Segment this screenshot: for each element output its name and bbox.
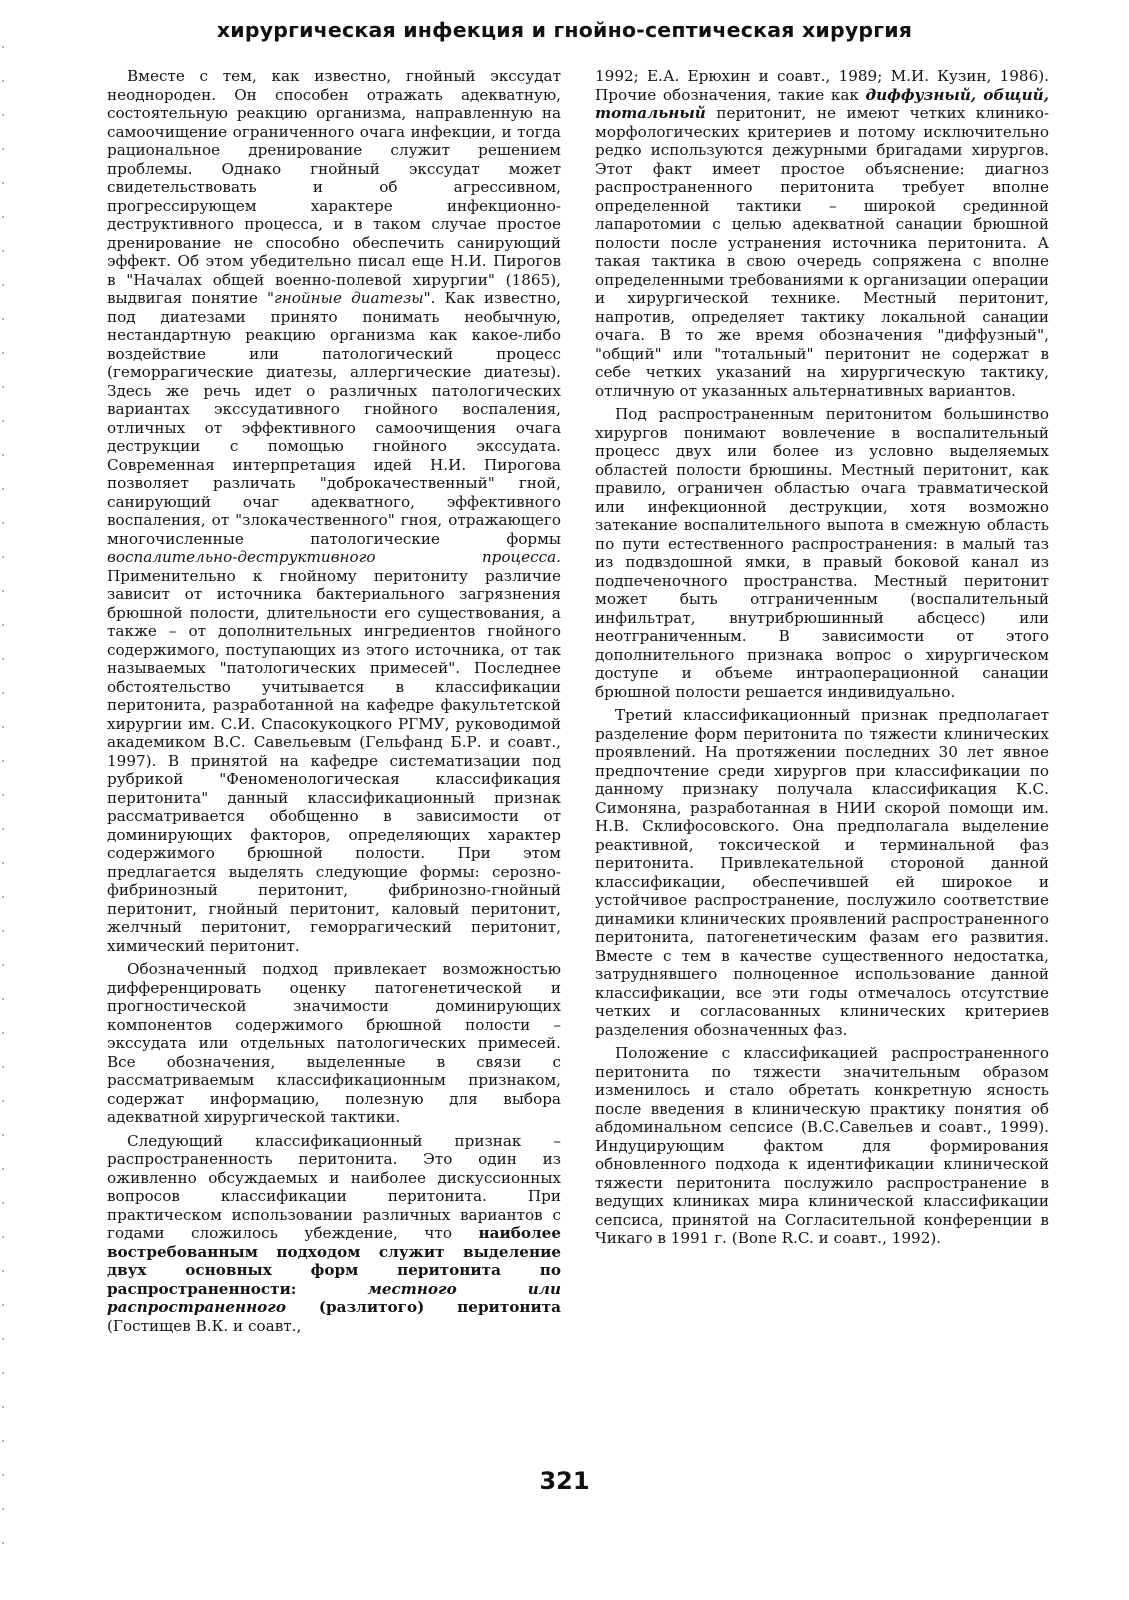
text-columns xyxy=(107,67,1049,1467)
bold-emphasis: (разлитого) перитонита xyxy=(285,1298,561,1316)
paragraph: Третий классификационный признак предполагает разделение форм перитонита по тяжести клинических проявлений. На протяжении последних 30 лет явное предпочтение среди хирургов при классификации по данному признаку получала классификация К.С. Симоняна, разработанная в НИИ скорой помощи им. Н.В. Склифосовского. Она предполагала выделение реактивной, токсической и терминальной фаз перитонита. Привлекательной стороной данной классификации, обеспечившей ей широкое и устойчивое распространение, послужило соответствие динамики клинических проявлений распространенного перитонита, патогенетическим фазам его развития. Вместе с тем в качестве существенного недостатка, затруднявшего полноценное использование данной классификации, все эти годы отмечалось отсутствие четких и согласованных клинических критериев разделения обозначенных фаз. xyxy=(595,706,1049,1039)
italic-term: воспалительно-деструктивного процесса. xyxy=(107,548,561,566)
running-header: хирургическая инфекция и гнойно-септическая хирургия xyxy=(216,18,913,42)
paragraph: Вместе с тем, как известно, гнойный экссудат неоднороден. Он способен отражать адекватную, состоятельную реакцию организма, направленную на самоочищение ограниченного очага инфекции, и тогда рациональное дренирование служит решением проблемы. Однако гнойный экссудат может свидетельствовать и об агрессивном, прогрессирующем характере инфекционно-деструктивного процесса, и в таком случае простое дренирование не способно обеспечить санирующий эффект. Об этом убедительно писал еще Н.И. Пирогов в "Началах общей военно-полевой хирургии" (1865), выдвигая понятие "гнойные диатезы". Как известно, под диатезами принято понимать необычную, нестандартную реакцию организма как какое-либо воздействие или патологический процесс (геморрагические диатезы, аллергические диатезы). Здесь же речь идет о различных патологических вариантах экссудативного гнойного воспаления, отличных от эффективного самоочищения очага деструкции с помощью гнойного экссудата. Современная интерпретация идей Н.И. Пирогова позволяет различать "доброкачественный" гной, санирующий очаг адекватного, эффективного воспаления, от "злокачественного" гноя, отражающего многочисленные патологические формы воспалительно-деструктивного процесса. Применительно к гнойному перитониту различие зависит от источника бактериального загрязнения брюшной полости, длительности его существования, а также – от дополнительных ингредиентов гнойного содержимого, поступающих из этого источника, от так называемых "патологических примесей". Последнее обстоятельство учитывается в классификации перитонита, разработанной на кафедре факультетской хирургии им. С.И. Спасокукоцкого РГМУ, руководимой академиком В.С. Савельевым (Гельфанд Б.Р. и соавт., 1997). В принятой на кафедре систематизации под рубрикой "Феноменологическая классификация перитонита" данный классификационный признак рассматривается обобщенно в зависимости от доминирующих факторов, определяющих характер содержимого брюшной полости. При этом предлагается выделять следующие формы: серозно-фибринозный перитонит, фибринозно-гнойный перитонит, гнойный перитонит, каловый перитонит, желчный перитонит, геморрагический перитонит, химический перитонит. xyxy=(107,67,561,955)
paragraph: Обозначенный подход привлекает возможностью дифференцировать оценку патогенетической и прогностической значимости доминирующих компонентов содержимого брюшной полости – экссудата или отдельных патологических примесей. Все обозначения, выделенные в связи с рассматриваемым классификационным признаком, содержат информацию, полезную для выбора адекватной хирургической тактики. xyxy=(107,960,561,1126)
paragraph: Положение с классификацией распространенного перитонита по тяжести значительным образом изменилось и стало обретать конкретную ясность после введения в клиническую практику понятия об абдоминальном сепсисе (В.С.Савельев и соавт., 1999). Индуцирующим фактом для формирования обновленного подхода к идентификации клинической тяжести перитонита послужило распространение в ведущих клиниках мира клинической классификации сепсиса, принятой на Согласительной конференции в Чикаго в 1991 г. (Bone R.C. и соавт., 1992). xyxy=(595,1044,1049,1247)
bold-italic-emphasis: диффузный, общий, тотальный xyxy=(595,85,1049,122)
paragraph-continued: 1992; Е.А. Ерюхин и соавт., 1989; М.И. Кузин, 1986). Прочие обозначения, такие как диффузный, общий, тотальный перитонит, не имеют четких клинико-морфологических критериев и потому исключительно редко используются дежурными бригадами хирургов. Этот факт имеет простое объяснение: диагноз распространенного перитонита требует вполне определенной тактики – широкой срединной лапаротомии с целью адекватной санации брюшной полости после устранения источника перитонита. А такая тактика в свою очередь сопряжена с вполне определенными требованиями к организации операции и хирургической технике. Местный перитонит, напротив, определяет тактику локальной санации очага. В то же время обозначения "диффузный", "общий" или "тотальный" перитонит не содержат в себе четких указаний на хирургическую тактику, отличную от указанных альтернативных вариантов. xyxy=(595,67,1049,400)
bold-emphasis: наиболее востребованным подходом служит выделение двух основных форм перитонита по распространенности: xyxy=(107,1224,561,1298)
paragraph: Под распространенным перитонитом большинство хирургов понимают вовлечение в воспалительный процесс двух или более из условно выделяемых областей полости брюшины. Местный перитонит, как правило, ограничен областью очага травматической или инфекционной деструкции, хотя возможно затекание воспалительного выпота в смежную область по пути естественного распространения: в малый таз из подвздошной ямки, в правый боковой канал из подпеченочного пространства. Местный перитонит может быть отграниченным (воспалительный инфильтрат, внутрибрюшинный абсцесс) или неотграниченным. В зависимости от этого дополнительного признака вопрос о хирургическом доступе и объеме интраоперационной санации брюшной полости решается индивидуально. xyxy=(595,405,1049,701)
paragraph: Следующий классификационный признак – распространенность перитонита. Это один из оживленно обсуждаемых и наиболее дискуссионных вопросов классификации перитонита. При практическом использовании различных вариантов с годами сложилось убеждение, что наиболее востребованным подходом служит выделение двух основных форм перитонита по распространенности: местного или распространенного (разлитого) перитонита (Гостищев В.К. и соавт., xyxy=(107,1131,561,1335)
italic-term: гнойные диатезы xyxy=(274,289,424,307)
scan-edge-marks xyxy=(0,30,6,1560)
right-column xyxy=(595,67,1049,1467)
left-column xyxy=(107,67,561,1467)
page-number: 321 xyxy=(539,1467,590,1495)
bold-italic-emphasis: местного или распространенного xyxy=(107,1279,561,1316)
